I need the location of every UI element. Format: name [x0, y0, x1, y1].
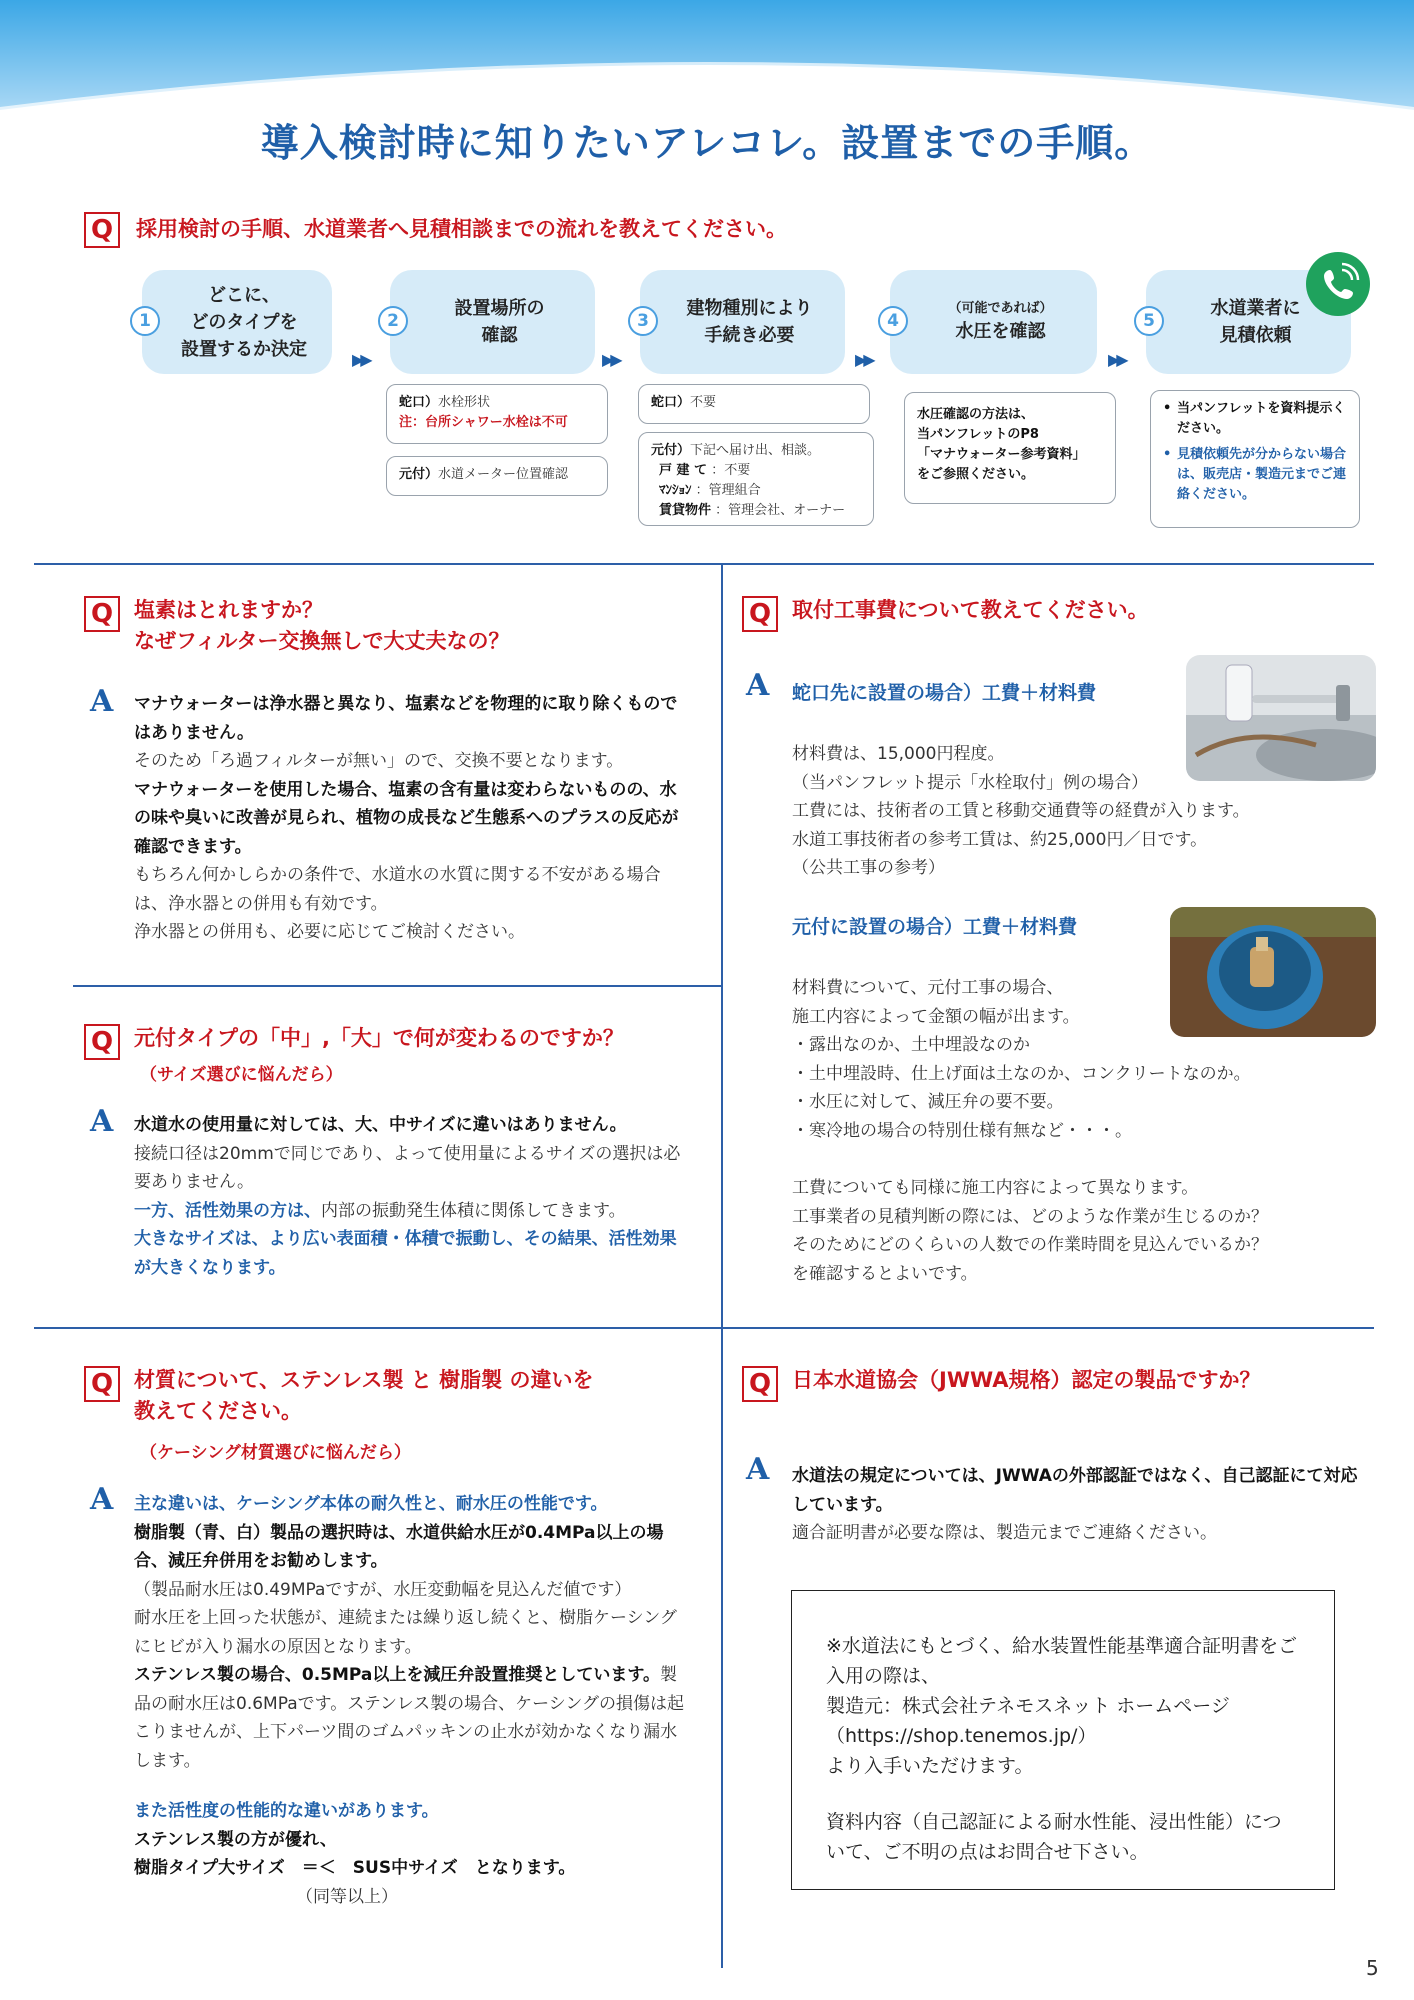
step-line: 手続き必要: [704, 325, 795, 346]
divider: [721, 563, 723, 1968]
divider: [34, 563, 1374, 565]
note-label: 元付）: [399, 467, 439, 482]
flow-arrow: ▶▶: [1108, 350, 1125, 369]
cost-body-main: [792, 974, 1352, 1145]
cost-line: 水道工事技術者の参考工賃は、約25,000円／日です。: [792, 829, 1208, 850]
cert-line: 製造元：株式会社テネモスネット ホームページ: [826, 1695, 1230, 1717]
step-line: どのタイプを: [190, 311, 298, 333]
step-line: 設置するか決定: [181, 338, 307, 360]
cost-line: 工費についても同様に施工内容によって異なります。: [792, 1178, 1199, 1198]
cost-line: （公共工事の参考）: [792, 858, 945, 878]
cert-line: ※水道法にもとづく、給水装置性能基準適合証明書をご入用の際は、: [826, 1635, 1298, 1687]
step-2: [387, 270, 595, 374]
step-line: 水道業者に: [1210, 298, 1301, 319]
cost-heading-main: 元付に設置の場合）工費＋材料費: [792, 916, 1078, 938]
note-item: 見積依頼先が分からない場合は、販売店・製造元までご連絡ください。: [1177, 447, 1347, 502]
note-step2-main: [386, 456, 608, 496]
answer-span: ステンレス製の場合、0.5MPa以上を減圧弁設置推奨としています。: [134, 1665, 661, 1685]
page-title: 導入検討時に知りたいアレコレ。設置までの手順。: [260, 121, 1154, 165]
size-question: 元付タイプの「中」,「大」で何が変わるのですか？: [134, 1026, 624, 1050]
material-answer: [134, 1490, 690, 1911]
step-4: [887, 270, 1097, 374]
q-mark-size: Q: [84, 1024, 120, 1060]
answer-para: 主な違いは、ケーシング本体の耐久性と、耐水圧の性能です。: [134, 1494, 608, 1514]
cost-line: ・露出なのか、土中埋設なのか: [792, 1035, 1030, 1055]
header-background: [0, 0, 1414, 200]
note-text: 水栓形状: [438, 395, 491, 410]
divider: [73, 985, 721, 987]
note-label: 元付）: [651, 443, 691, 458]
answer-para: 樹脂製（青、白）製品の選択時は、水道供給水圧が0.4MPa以上の場合、減圧弁併用をお勧めします。: [134, 1522, 664, 1571]
note-step3-faucet: [638, 384, 870, 424]
note-line: 「マナウォーター参考資料」: [917, 447, 1086, 462]
question-line: 教えてください。: [134, 1399, 302, 1423]
step-note: （可能であれば）: [948, 300, 1053, 316]
note-val: ：管理会社、オーナー: [715, 503, 846, 518]
q-mark-cost: Q: [742, 596, 778, 632]
note-key: ﾏﾝｼｮﾝ: [659, 483, 692, 498]
cert-url: （https://shop.tenemos.jp/）: [826, 1725, 1097, 1747]
a-mark-size: A: [90, 1104, 114, 1139]
note-val: ：不要: [711, 463, 751, 478]
answer-para: 接続口径は20mmで同じであり、よって使用量によるサイズの選択は必要ありません。: [134, 1143, 681, 1192]
cost-line: 材料費について、元付工事の場合、: [792, 978, 1064, 998]
answer-para: マナウォーターは浄水器と異なり、塩素などを物理的に取り除くものではありません。: [134, 694, 678, 743]
cost-line: 工事業者の見積判断の際には、どのような作業が生じるのか？: [792, 1206, 1268, 1227]
note-key: 賃貸物件: [659, 503, 712, 518]
cost-line: ・土中埋設時、仕上げ面は土なのか、コンクリートなのか。: [792, 1063, 1251, 1084]
step-number: 4: [878, 306, 908, 336]
answer-para: 水道水の使用量に対しては、大、中サイズに違いはありません。: [134, 1115, 627, 1135]
step-number: 1: [130, 306, 160, 336]
answer-para: 浄水器との併用も、必要に応じてご検討ください。: [134, 922, 525, 942]
answer-span: 製品の耐水圧は0.6MPaです。ステンレス製の場合、ケーシングの損傷は起こりませんが、上下パーツ間のゴムパッキンの止水が効かなくなり漏水します。: [134, 1665, 685, 1771]
question-line: 塩素はとれますか？: [134, 598, 323, 622]
flow-arrow: ▶▶: [352, 350, 369, 369]
cert-line: 資料内容（自己認証による耐水性能、浸出性能）について、ご不明の点はお問合せ下さい。: [826, 1811, 1282, 1863]
divider: [34, 1327, 1374, 1329]
cost-line: を確認するとよいです。: [792, 1263, 978, 1284]
cost-line: そのためにどのくらいの人数での作業時間を見込んでいるか？: [792, 1235, 1268, 1255]
note-step4: [904, 392, 1116, 504]
phone-icon: [1306, 252, 1370, 316]
step-line: 建物種別により: [686, 298, 813, 319]
step-line: 確認: [481, 325, 518, 346]
cert-line: より入手いただけます。: [826, 1755, 1034, 1777]
note-item: 当パンフレットを資料提示ください。: [1177, 401, 1346, 436]
page-number: 5: [1366, 1956, 1379, 1980]
q-mark-chlorine: Q: [84, 596, 120, 632]
q-mark-flow: Q: [84, 212, 120, 248]
note-step3-main: [638, 432, 874, 526]
answer-para: （同等以上）: [296, 1886, 398, 1907]
answer-para: また活性度の性能的な違いがあります。: [134, 1801, 439, 1821]
answer-para: 耐水圧を上回った状態が、連続または繰り返し続くと、樹脂ケーシングにヒビが入り漏水の原因となります。: [134, 1608, 677, 1657]
cost-line: 工費には、技術者の工賃と移動交通費等の経費が入ります。: [792, 801, 1250, 821]
step-line: 水圧を確認: [955, 320, 1046, 342]
step-line: 設置場所の: [454, 298, 545, 319]
flow-question: 採用検討の手順、水道業者へ見積相談までの流れを教えてください。: [136, 217, 787, 241]
step-line: どこに、: [208, 284, 280, 306]
note-val: ：管理組合: [695, 483, 761, 498]
a-mark-chlorine: A: [90, 684, 114, 719]
answer-para: （製品耐水圧は0.49MPaですが、水圧変動幅を見込んだ値です）: [134, 1579, 632, 1600]
answer-para: もちろん何かしらかの条件で、水道水の水質に関する不安がある場合は、浄水器との併用も有効です。: [134, 865, 661, 914]
cost-line: ・水圧に対して、減圧弁の要不要。: [792, 1092, 1064, 1112]
note-warning: 注：台所シャワー水栓は不可: [399, 415, 568, 430]
jwwa-answer: [792, 1462, 1372, 1548]
cost-line: 施工内容によって金額の幅が出ます。: [792, 1006, 1080, 1027]
chlorine-question: [134, 595, 509, 657]
chlorine-answer: [134, 690, 690, 947]
step-3: [637, 270, 845, 374]
answer-para: 水道法の規定については、JWWAの外部認証ではなく、自己認証にて対応しています。: [792, 1466, 1358, 1515]
cost-line: （当パンフレット提示「水栓取付」例の場合）: [792, 772, 1149, 793]
q-mark-material: Q: [84, 1366, 120, 1402]
question-line: なぜフィルター交換無しで大丈夫なの？: [134, 629, 510, 653]
step-number: 3: [628, 306, 658, 336]
flow-arrow: ▶▶: [855, 350, 872, 369]
cost-line: 材料費は、15,000円程度。: [792, 744, 1005, 764]
cost-body-labor: [792, 1174, 1352, 1288]
step-line: 見積依頼: [1219, 325, 1292, 346]
answer-para: そのため「ろ過フィルターが無い」ので、交換不要となります。: [134, 751, 624, 771]
step-number: 2: [378, 306, 408, 336]
note-text: 水道メーター位置確認: [438, 467, 569, 482]
size-answer: [134, 1111, 690, 1282]
note-label: 蛇口）: [651, 395, 691, 410]
answer-para: 適合証明書が必要な際は、製造元までご連絡ください。: [792, 1523, 1217, 1543]
answer-span: 一方、活性効果の方は、: [134, 1200, 321, 1221]
answer-para: ステンレス製の方が優れ、: [134, 1829, 337, 1850]
jwwa-question: 日本水道協会（JWWA規格）認定の製品ですか？: [792, 1368, 1261, 1392]
a-mark-jwwa: A: [746, 1452, 770, 1487]
note-label: 蛇口）: [399, 395, 439, 410]
cost-heading-faucet: 蛇口先に設置の場合）工費＋材料費: [792, 682, 1097, 704]
faucet-photo: [1186, 655, 1376, 781]
cost-line: ・寒冷地の場合の特別仕様有無など・・・。: [792, 1120, 1132, 1141]
q-mark-jwwa: Q: [742, 1366, 778, 1402]
answer-span: 内部の振動発生体積に関係してきます。: [321, 1200, 626, 1221]
answer-para: マナウォーターを使用した場合、塩素の含有量は変わらないものの、水の味や臭いに改善が見られ、植物の成長など生態系へのプラスの反応が確認できます。: [134, 779, 679, 857]
note-line: 水圧確認の方法は、: [917, 407, 1035, 422]
cost-question: 取付工事費について教えてください。: [792, 598, 1149, 622]
note-text: 下記へ届け出、相談。: [690, 443, 821, 458]
note-key: 戸 建 て: [659, 463, 708, 478]
question-line: 材質について、ステンレス製 と 樹脂製 の違いを: [134, 1368, 594, 1392]
step-number: 5: [1134, 306, 1164, 336]
a-mark-material: A: [90, 1482, 114, 1517]
size-subtitle: （サイズ選びに悩んだら）: [140, 1065, 343, 1085]
answer-para: 大きなサイズは、より広い表面積・体積で振動し、その結果、活性効果が大きくなります。: [134, 1229, 677, 1278]
note-line: をご参照ください。: [917, 467, 1035, 482]
flow-arrow: ▶▶: [602, 350, 619, 369]
step-1: [139, 270, 332, 374]
note-step2-faucet: [386, 384, 608, 444]
answer-para: 樹脂タイプ大サイズ ＝＜ SUS中サイズ となります。: [134, 1858, 576, 1878]
note-step5: • 当パンフレットを資料提示ください。 • 見積依頼先が分からない場合は、販売店・製造元までご連絡ください。: [1150, 390, 1360, 528]
note-line: 当パンフレットのP8: [917, 427, 1039, 442]
material-question: [134, 1365, 593, 1427]
material-subtitle: （ケーシング材質選びに悩んだら）: [140, 1443, 411, 1463]
note-text: 不要: [690, 395, 717, 410]
certificate-box: [791, 1590, 1335, 1890]
a-mark-cost: A: [746, 668, 770, 703]
